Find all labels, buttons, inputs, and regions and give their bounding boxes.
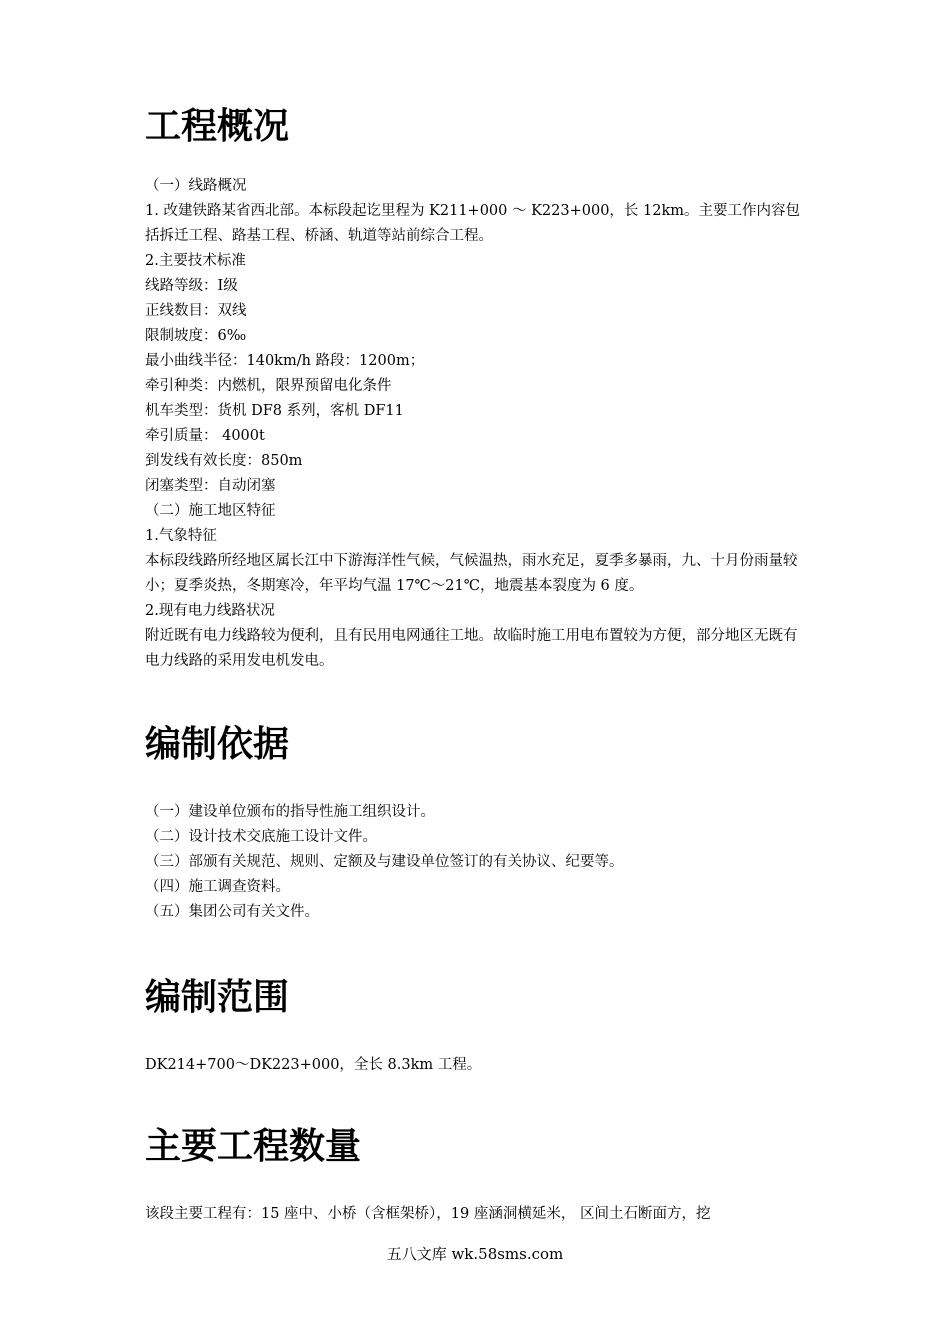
paragraph: （二）施工地区特征 xyxy=(145,503,276,519)
section-heading-overview: 工程概况 xyxy=(145,106,290,147)
section-heading-quantities: 主要工程数量 xyxy=(145,1126,362,1167)
paragraph: 2.主要技术标准 xyxy=(145,253,246,269)
section-spacer xyxy=(145,1078,810,1118)
section-heading-scope: 编制范围 xyxy=(145,977,290,1018)
section-body-quantities xyxy=(145,1202,810,1227)
paragraph: 闭塞类型：自动闭塞 xyxy=(145,478,276,494)
list-item: （二）设计技术交底施工设计文件。 xyxy=(145,829,377,845)
paragraph: 1.气象特征 xyxy=(145,528,217,544)
paragraph: 牵引质量： 4000t xyxy=(145,428,265,444)
paragraph: 机车类型：货机 DF8 系列，客机 DF11 xyxy=(145,403,404,419)
paragraph: 牵引种类：内燃机，限界预留电化条件 xyxy=(145,378,392,394)
paragraph: 最小曲线半径：140km/h 路段：1200m； xyxy=(145,353,425,369)
paragraph: 限制坡度：6‰ xyxy=(145,328,247,344)
list-item: （一）建设单位颁布的指导性施工组织设计。 xyxy=(145,804,435,820)
section-body-overview xyxy=(145,174,810,674)
section-body-basis xyxy=(145,800,810,925)
paragraph: DK214+700～DK223+000，全长 8.3km 工程。 xyxy=(145,1057,482,1073)
list-item: （四）施工调查资料。 xyxy=(145,879,290,895)
page-footer-watermark: 五八文库 wk.58sms.com xyxy=(386,1245,564,1263)
document-content xyxy=(145,98,810,1227)
paragraph: 正线数目：双线 xyxy=(145,303,247,319)
section-spacer xyxy=(145,674,810,716)
paragraph: 1. 改建铁路某省西北部。本标段起讫里程为 K211+000 ～ K223+000，长 12km。主要工作内容包括拆迁工程、路基工程、桥涵、轨道等站前综合工程。 xyxy=(145,203,801,244)
paragraph: 到发线有效长度：850m xyxy=(145,453,303,469)
list-item: （五）集团公司有关文件。 xyxy=(145,904,319,920)
paragraph: 本标段线路所经地区属长江中下游海洋性气候，气候温热，雨水充足，夏季多暴雨，九、十月份雨量较小；夏季炎热，冬期寒冷，年平均气温 17℃～21℃，地震基本裂度为 6 度。 xyxy=(145,553,798,594)
paragraph: 该段主要工程有：15 座中、小桥（含框架桥），19 座涵洞横延米， 区间土石断面方，挖 xyxy=(145,1206,711,1222)
section-body-scope xyxy=(145,1053,810,1078)
paragraph: 附近既有电力线路较为便利，且有民用电网通往工地。故临时施工用电布置较为方便，部分地区无既有电力线路的采用发电机发电。 xyxy=(145,628,798,669)
paragraph: （一）线路概况 xyxy=(145,178,247,194)
list-item: （三）部颁有关规范、规则、定额及与建设单位签订的有关协议、纪要等。 xyxy=(145,854,624,870)
section-heading-basis: 编制依据 xyxy=(145,724,290,765)
section-spacer xyxy=(145,925,810,969)
paragraph: 2.现有电力线路状况 xyxy=(145,603,275,619)
paragraph: 线路等级：Ⅰ级 xyxy=(145,278,238,294)
